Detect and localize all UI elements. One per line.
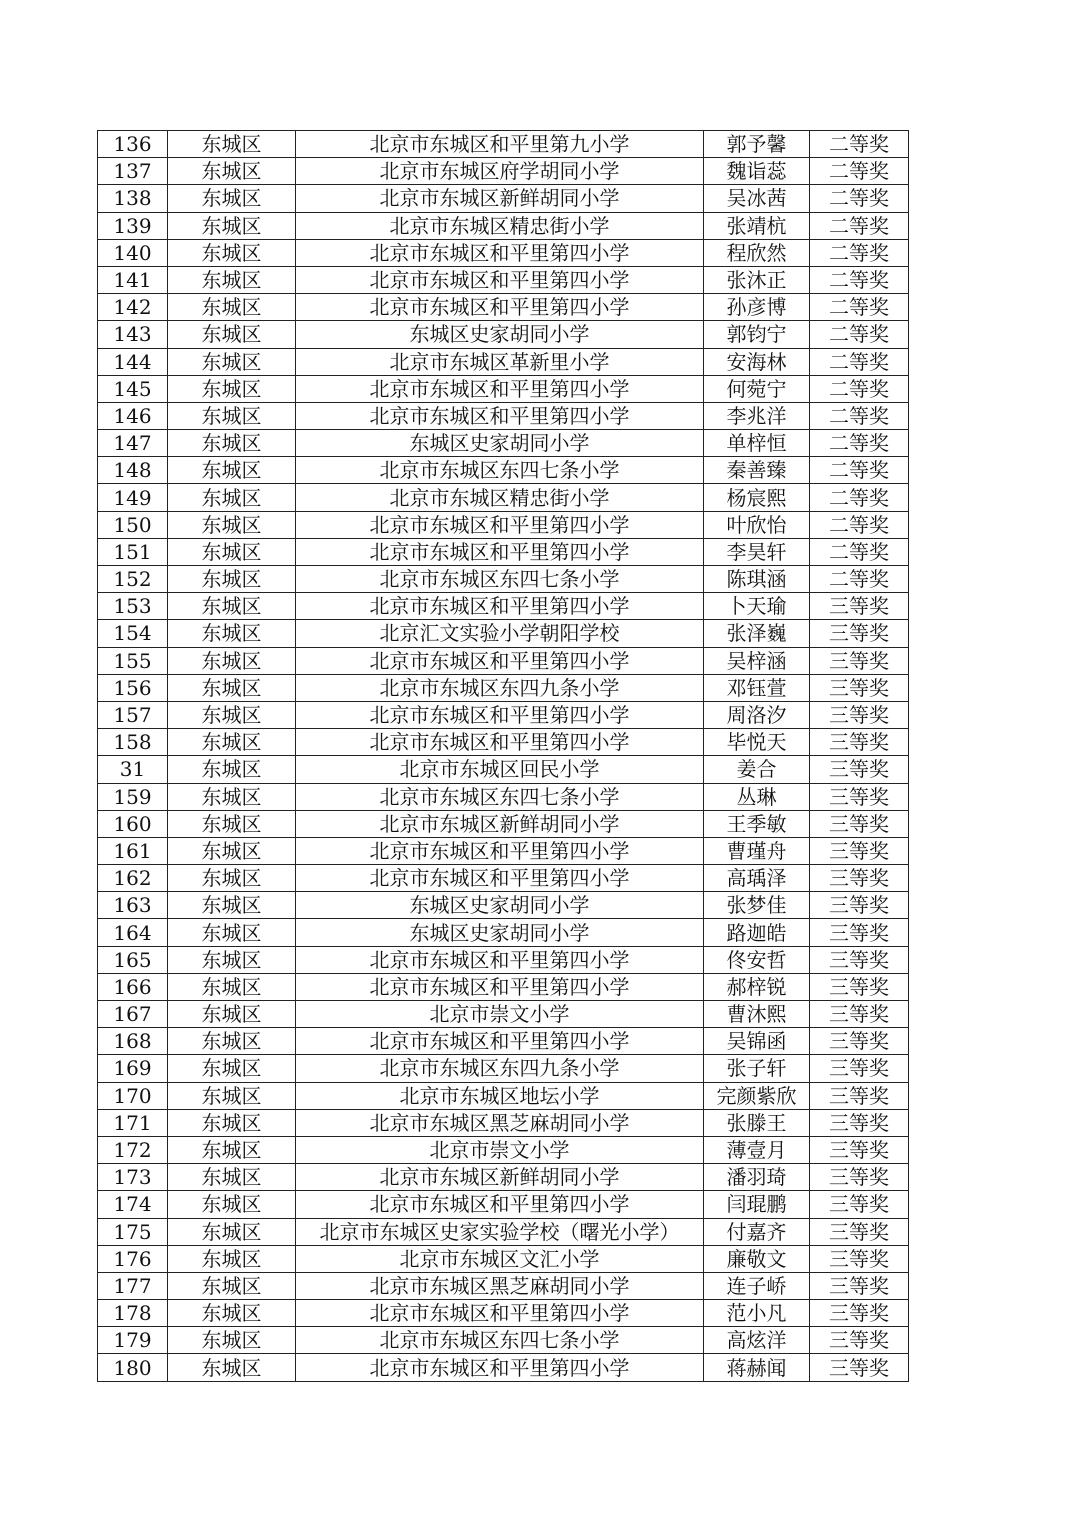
award-level-cell: 三等奖 (810, 1300, 909, 1327)
row-number-cell: 164 (98, 919, 168, 946)
row-number-cell: 145 (98, 375, 168, 402)
school-cell: 北京市东城区精忠街小学 (296, 212, 704, 239)
district-cell: 东城区 (168, 1082, 296, 1109)
row-number-cell: 144 (98, 348, 168, 375)
award-level-cell: 三等奖 (810, 1055, 909, 1082)
award-list-table (97, 130, 909, 1382)
student-name-cell: 姜合 (704, 756, 810, 783)
award-level-cell: 三等奖 (810, 756, 909, 783)
award-level-cell: 二等奖 (810, 402, 909, 429)
student-name-cell: 闫琨鹏 (704, 1191, 810, 1218)
award-level-cell: 三等奖 (810, 1327, 909, 1354)
school-cell: 北京市东城区和平里第四小学 (296, 538, 704, 565)
award-level-cell: 三等奖 (810, 647, 909, 674)
award-list-body (98, 131, 909, 1382)
school-cell: 北京市东城区和平里第四小学 (296, 593, 704, 620)
row-number-cell: 176 (98, 1245, 168, 1272)
student-name-cell: 叶欣怡 (704, 511, 810, 538)
student-name-cell: 薄壹月 (704, 1136, 810, 1163)
school-cell: 北京市东城区黑芝麻胡同小学 (296, 1109, 704, 1136)
student-name-cell: 吴锦函 (704, 1028, 810, 1055)
school-cell: 北京市东城区地坛小学 (296, 1082, 704, 1109)
school-cell: 北京市东城区和平里第四小学 (296, 1300, 704, 1327)
table-row (98, 892, 909, 919)
student-name-cell: 高炫洋 (704, 1327, 810, 1354)
award-level-cell: 三等奖 (810, 865, 909, 892)
award-level-cell: 二等奖 (810, 538, 909, 565)
row-number-cell: 178 (98, 1300, 168, 1327)
award-level-cell: 二等奖 (810, 566, 909, 593)
table-row (98, 1218, 909, 1245)
table-row (98, 239, 909, 266)
row-number-cell: 152 (98, 566, 168, 593)
table-row (98, 1001, 909, 1028)
table-row (98, 1300, 909, 1327)
table-row (98, 158, 909, 185)
student-name-cell: 曹沐熙 (704, 1001, 810, 1028)
row-number-cell: 146 (98, 402, 168, 429)
district-cell: 东城区 (168, 647, 296, 674)
table-row (98, 1191, 909, 1218)
district-cell: 东城区 (168, 1300, 296, 1327)
student-name-cell: 李昊轩 (704, 538, 810, 565)
row-number-cell: 167 (98, 1001, 168, 1028)
award-level-cell: 三等奖 (810, 1136, 909, 1163)
table-row (98, 946, 909, 973)
district-cell: 东城区 (168, 837, 296, 864)
student-name-cell: 张沐正 (704, 266, 810, 293)
table-row (98, 212, 909, 239)
table-row (98, 865, 909, 892)
school-cell: 北京市东城区新鲜胡同小学 (296, 810, 704, 837)
district-cell: 东城区 (168, 593, 296, 620)
student-name-cell: 廉敬文 (704, 1245, 810, 1272)
table-row (98, 185, 909, 212)
district-cell: 东城区 (168, 348, 296, 375)
row-number-cell: 173 (98, 1164, 168, 1191)
district-cell: 东城区 (168, 973, 296, 1000)
student-name-cell: 张子轩 (704, 1055, 810, 1082)
table-row (98, 457, 909, 484)
row-number-cell: 166 (98, 973, 168, 1000)
district-cell: 东城区 (168, 865, 296, 892)
district-cell: 东城区 (168, 783, 296, 810)
district-cell: 东城区 (168, 620, 296, 647)
school-cell: 北京市东城区回民小学 (296, 756, 704, 783)
school-cell: 东城区史家胡同小学 (296, 892, 704, 919)
award-level-cell: 二等奖 (810, 375, 909, 402)
district-cell: 东城区 (168, 729, 296, 756)
award-level-cell: 二等奖 (810, 212, 909, 239)
district-cell: 东城区 (168, 1028, 296, 1055)
district-cell: 东城区 (168, 701, 296, 728)
school-cell: 北京市东城区和平里第四小学 (296, 647, 704, 674)
table-row (98, 729, 909, 756)
award-level-cell: 三等奖 (810, 620, 909, 647)
student-name-cell: 张靖杭 (704, 212, 810, 239)
award-level-cell: 二等奖 (810, 321, 909, 348)
district-cell: 东城区 (168, 1001, 296, 1028)
student-name-cell: 孙彦博 (704, 294, 810, 321)
student-name-cell: 王季敏 (704, 810, 810, 837)
school-cell: 北京市东城区和平里第四小学 (296, 1354, 704, 1381)
table-row (98, 756, 909, 783)
table-row (98, 1136, 909, 1163)
row-number-cell: 159 (98, 783, 168, 810)
district-cell: 东城区 (168, 1218, 296, 1245)
district-cell: 东城区 (168, 158, 296, 185)
table-row (98, 1354, 909, 1381)
school-cell: 北京市东城区和平里第四小学 (296, 973, 704, 1000)
school-cell: 北京市东城区和平里第四小学 (296, 239, 704, 266)
school-cell: 北京市东城区和平里第四小学 (296, 511, 704, 538)
student-name-cell: 李兆洋 (704, 402, 810, 429)
student-name-cell: 杨宸熙 (704, 484, 810, 511)
student-name-cell: 张滕王 (704, 1109, 810, 1136)
table-row (98, 620, 909, 647)
student-name-cell: 邓钰萱 (704, 674, 810, 701)
row-number-cell: 179 (98, 1327, 168, 1354)
table-row (98, 430, 909, 457)
table-row (98, 1245, 909, 1272)
row-number-cell: 148 (98, 457, 168, 484)
district-cell: 东城区 (168, 294, 296, 321)
row-number-cell: 138 (98, 185, 168, 212)
table-row (98, 674, 909, 701)
student-name-cell: 程欣然 (704, 239, 810, 266)
row-number-cell: 165 (98, 946, 168, 973)
award-level-cell: 三等奖 (810, 946, 909, 973)
row-number-cell: 150 (98, 511, 168, 538)
table-row (98, 566, 909, 593)
school-cell: 北京汇文实验小学朝阳学校 (296, 620, 704, 647)
row-number-cell: 136 (98, 131, 168, 158)
district-cell: 东城区 (168, 402, 296, 429)
table-row (98, 919, 909, 946)
school-cell: 北京市东城区和平里第四小学 (296, 837, 704, 864)
row-number-cell: 161 (98, 837, 168, 864)
row-number-cell: 140 (98, 239, 168, 266)
award-level-cell: 三等奖 (810, 1245, 909, 1272)
student-name-cell: 丛琳 (704, 783, 810, 810)
table-row (98, 131, 909, 158)
award-level-cell: 三等奖 (810, 810, 909, 837)
school-cell: 北京市东城区和平里第四小学 (296, 294, 704, 321)
school-cell: 北京市东城区和平里第四小学 (296, 1028, 704, 1055)
table-row (98, 484, 909, 511)
school-cell: 北京市东城区史家实验学校（曙光小学） (296, 1218, 704, 1245)
school-cell: 北京市东城区黑芝麻胡同小学 (296, 1272, 704, 1299)
district-cell: 东城区 (168, 266, 296, 293)
district-cell: 东城区 (168, 919, 296, 946)
row-number-cell: 155 (98, 647, 168, 674)
school-cell: 北京市东城区文汇小学 (296, 1245, 704, 1272)
school-cell: 东城区史家胡同小学 (296, 919, 704, 946)
student-name-cell: 高瑀泽 (704, 865, 810, 892)
award-level-cell: 三等奖 (810, 1354, 909, 1381)
student-name-cell: 完颜紫欣 (704, 1082, 810, 1109)
school-cell: 北京市东城区精忠街小学 (296, 484, 704, 511)
school-cell: 北京市东城区东四九条小学 (296, 674, 704, 701)
school-cell: 北京市东城区革新里小学 (296, 348, 704, 375)
student-name-cell: 吴梓涵 (704, 647, 810, 674)
row-number-cell: 175 (98, 1218, 168, 1245)
school-cell: 北京市东城区和平里第四小学 (296, 701, 704, 728)
district-cell: 东城区 (168, 212, 296, 239)
district-cell: 东城区 (168, 892, 296, 919)
student-name-cell: 曹瑾舟 (704, 837, 810, 864)
school-cell: 北京市东城区和平里第四小学 (296, 375, 704, 402)
district-cell: 东城区 (168, 1109, 296, 1136)
table-row (98, 647, 909, 674)
award-level-cell: 三等奖 (810, 837, 909, 864)
school-cell: 东城区史家胡同小学 (296, 430, 704, 457)
table-row (98, 1082, 909, 1109)
student-name-cell: 陈琪涵 (704, 566, 810, 593)
school-cell: 北京市东城区新鲜胡同小学 (296, 185, 704, 212)
table-row (98, 511, 909, 538)
school-cell: 北京市东城区东四九条小学 (296, 1055, 704, 1082)
row-number-cell: 143 (98, 321, 168, 348)
row-number-cell: 168 (98, 1028, 168, 1055)
table-row (98, 1109, 909, 1136)
table-row (98, 402, 909, 429)
district-cell: 东城区 (168, 1136, 296, 1163)
student-name-cell: 佟安哲 (704, 946, 810, 973)
school-cell: 北京市东城区东四七条小学 (296, 783, 704, 810)
student-name-cell: 张梦佳 (704, 892, 810, 919)
row-number-cell: 170 (98, 1082, 168, 1109)
district-cell: 东城区 (168, 430, 296, 457)
table-row (98, 375, 909, 402)
school-cell: 北京市东城区和平里第四小学 (296, 1191, 704, 1218)
student-name-cell: 郭予馨 (704, 131, 810, 158)
district-cell: 东城区 (168, 484, 296, 511)
award-level-cell: 三等奖 (810, 1082, 909, 1109)
award-level-cell: 二等奖 (810, 158, 909, 185)
award-level-cell: 三等奖 (810, 1028, 909, 1055)
table-row (98, 1164, 909, 1191)
school-cell: 北京市东城区和平里第九小学 (296, 131, 704, 158)
award-level-cell: 二等奖 (810, 511, 909, 538)
table-row (98, 1055, 909, 1082)
award-level-cell: 三等奖 (810, 783, 909, 810)
district-cell: 东城区 (168, 1272, 296, 1299)
school-cell: 北京市东城区和平里第四小学 (296, 402, 704, 429)
student-name-cell: 周洛汐 (704, 701, 810, 728)
district-cell: 东城区 (168, 1245, 296, 1272)
student-name-cell: 付嘉齐 (704, 1218, 810, 1245)
student-name-cell: 潘羽琦 (704, 1164, 810, 1191)
student-name-cell: 郝梓锐 (704, 973, 810, 1000)
award-level-cell: 三等奖 (810, 919, 909, 946)
row-number-cell: 139 (98, 212, 168, 239)
award-level-cell: 三等奖 (810, 674, 909, 701)
row-number-cell: 142 (98, 294, 168, 321)
student-name-cell: 张泽巍 (704, 620, 810, 647)
award-level-cell: 三等奖 (810, 1109, 909, 1136)
student-name-cell: 蒋赫闻 (704, 1354, 810, 1381)
student-name-cell: 范小凡 (704, 1300, 810, 1327)
district-cell: 东城区 (168, 1055, 296, 1082)
table-row (98, 321, 909, 348)
student-name-cell: 郭钧宁 (704, 321, 810, 348)
school-cell: 北京市东城区东四七条小学 (296, 566, 704, 593)
row-number-cell: 177 (98, 1272, 168, 1299)
student-name-cell: 何菀宁 (704, 375, 810, 402)
district-cell: 东城区 (168, 566, 296, 593)
row-number-cell: 154 (98, 620, 168, 647)
school-cell: 北京市东城区新鲜胡同小学 (296, 1164, 704, 1191)
award-level-cell: 三等奖 (810, 1164, 909, 1191)
district-cell: 东城区 (168, 674, 296, 701)
district-cell: 东城区 (168, 511, 296, 538)
row-number-cell: 174 (98, 1191, 168, 1218)
award-level-cell: 三等奖 (810, 892, 909, 919)
row-number-cell: 153 (98, 593, 168, 620)
row-number-cell: 31 (98, 756, 168, 783)
district-cell: 东城区 (168, 185, 296, 212)
table-row (98, 1327, 909, 1354)
award-level-cell: 三等奖 (810, 973, 909, 1000)
row-number-cell: 141 (98, 266, 168, 293)
row-number-cell: 151 (98, 538, 168, 565)
student-name-cell: 安海林 (704, 348, 810, 375)
district-cell: 东城区 (168, 239, 296, 266)
row-number-cell: 156 (98, 674, 168, 701)
table-row (98, 783, 909, 810)
award-level-cell: 二等奖 (810, 239, 909, 266)
table-row (98, 1028, 909, 1055)
table-row (98, 593, 909, 620)
student-name-cell: 单梓恒 (704, 430, 810, 457)
row-number-cell: 149 (98, 484, 168, 511)
table-row (98, 294, 909, 321)
district-cell: 东城区 (168, 457, 296, 484)
district-cell: 东城区 (168, 321, 296, 348)
award-level-cell: 二等奖 (810, 294, 909, 321)
student-name-cell: 毕悦天 (704, 729, 810, 756)
award-level-cell: 二等奖 (810, 430, 909, 457)
district-cell: 东城区 (168, 1327, 296, 1354)
school-cell: 北京市崇文小学 (296, 1001, 704, 1028)
award-level-cell: 三等奖 (810, 1218, 909, 1245)
row-number-cell: 169 (98, 1055, 168, 1082)
table-row (98, 266, 909, 293)
student-name-cell: 路迦皓 (704, 919, 810, 946)
student-name-cell: 魏诣蕊 (704, 158, 810, 185)
row-number-cell: 180 (98, 1354, 168, 1381)
award-level-cell: 三等奖 (810, 701, 909, 728)
award-level-cell: 三等奖 (810, 593, 909, 620)
award-level-cell: 三等奖 (810, 1191, 909, 1218)
award-level-cell: 二等奖 (810, 484, 909, 511)
award-level-cell: 二等奖 (810, 131, 909, 158)
row-number-cell: 162 (98, 865, 168, 892)
school-cell: 北京市东城区东四七条小学 (296, 457, 704, 484)
table-row (98, 538, 909, 565)
table-row (98, 1272, 909, 1299)
district-cell: 东城区 (168, 756, 296, 783)
row-number-cell: 163 (98, 892, 168, 919)
row-number-cell: 158 (98, 729, 168, 756)
award-level-cell: 三等奖 (810, 1272, 909, 1299)
district-cell: 东城区 (168, 946, 296, 973)
award-level-cell: 二等奖 (810, 266, 909, 293)
student-name-cell: 秦善臻 (704, 457, 810, 484)
school-cell: 东城区史家胡同小学 (296, 321, 704, 348)
table-row (98, 348, 909, 375)
school-cell: 北京市东城区和平里第四小学 (296, 865, 704, 892)
school-cell: 北京市崇文小学 (296, 1136, 704, 1163)
table-row (98, 810, 909, 837)
row-number-cell: 157 (98, 701, 168, 728)
school-cell: 北京市东城区府学胡同小学 (296, 158, 704, 185)
district-cell: 东城区 (168, 1354, 296, 1381)
student-name-cell: 卜天瑜 (704, 593, 810, 620)
district-cell: 东城区 (168, 131, 296, 158)
award-level-cell: 二等奖 (810, 457, 909, 484)
student-name-cell: 吴冰茜 (704, 185, 810, 212)
row-number-cell: 171 (98, 1109, 168, 1136)
student-name-cell: 连子峤 (704, 1272, 810, 1299)
school-cell: 北京市东城区和平里第四小学 (296, 946, 704, 973)
award-level-cell: 三等奖 (810, 1001, 909, 1028)
table-row (98, 973, 909, 1000)
award-level-cell: 二等奖 (810, 348, 909, 375)
award-level-cell: 二等奖 (810, 185, 909, 212)
district-cell: 东城区 (168, 1191, 296, 1218)
district-cell: 东城区 (168, 1164, 296, 1191)
award-level-cell: 三等奖 (810, 729, 909, 756)
row-number-cell: 172 (98, 1136, 168, 1163)
school-cell: 北京市东城区和平里第四小学 (296, 266, 704, 293)
row-number-cell: 137 (98, 158, 168, 185)
district-cell: 东城区 (168, 375, 296, 402)
district-cell: 东城区 (168, 538, 296, 565)
district-cell: 东城区 (168, 810, 296, 837)
school-cell: 北京市东城区东四七条小学 (296, 1327, 704, 1354)
school-cell: 北京市东城区和平里第四小学 (296, 729, 704, 756)
row-number-cell: 147 (98, 430, 168, 457)
table-row (98, 837, 909, 864)
table-row (98, 701, 909, 728)
row-number-cell: 160 (98, 810, 168, 837)
